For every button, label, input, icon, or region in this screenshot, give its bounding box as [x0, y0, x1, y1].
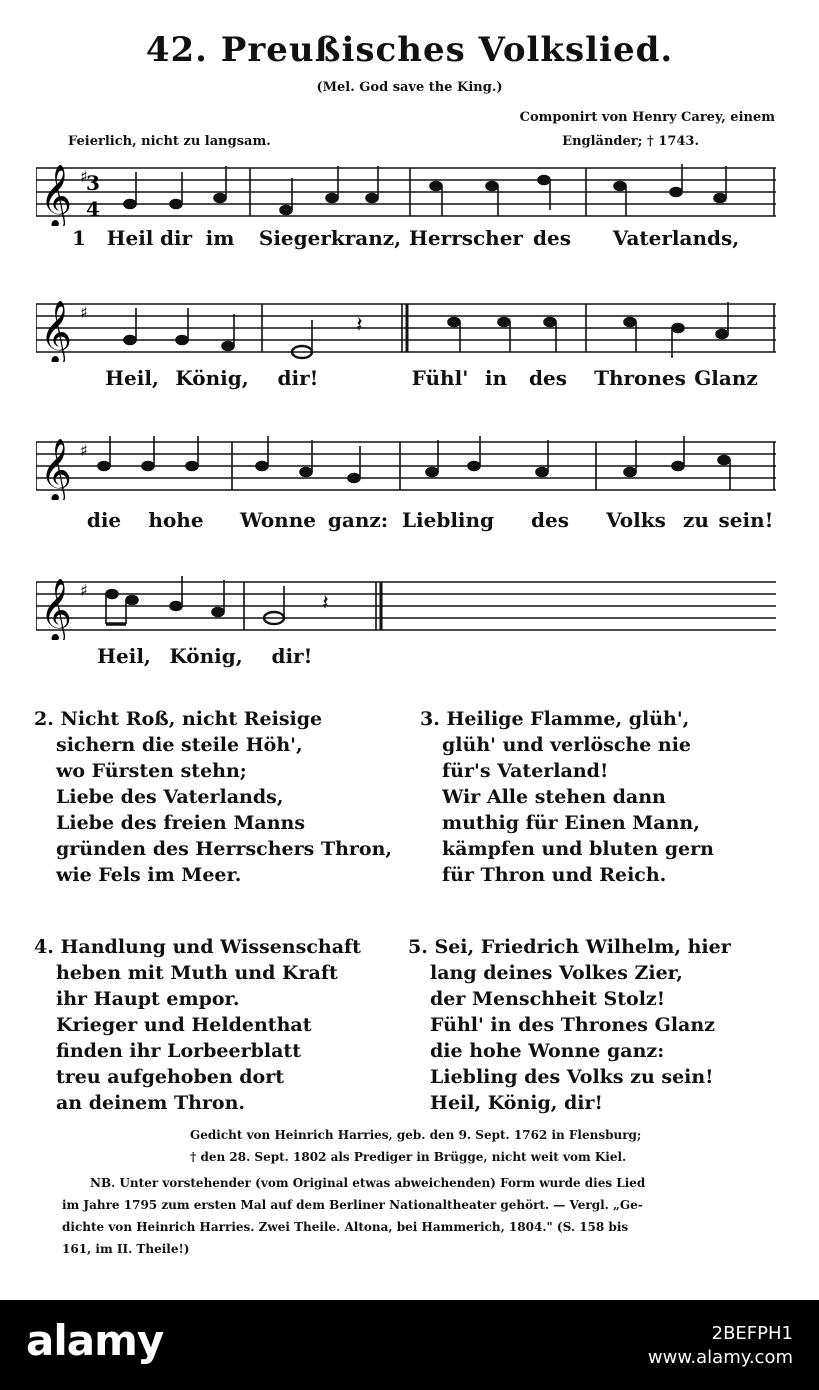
- verse-line: lang deines Volkes Zier,: [430, 962, 683, 984]
- verse-line: treu aufgehoben dort: [56, 1066, 285, 1088]
- verse-number: 3.: [420, 708, 440, 730]
- verse-line: die hohe Wonne ganz:: [430, 1040, 665, 1062]
- sharp-icon: ♯: [80, 303, 88, 322]
- image-id: 2BEFPH1: [711, 1323, 793, 1344]
- composer-line-1: Componirt von Henry Carey, einem: [519, 110, 775, 125]
- music-system-3: [36, 434, 776, 500]
- verse-line: muthig für Einen Mann,: [442, 812, 700, 834]
- lyric-word: Herrscher: [409, 226, 523, 250]
- lyric-word: Liebling: [401, 508, 495, 532]
- treble-clef-icon: 𝄞: [40, 578, 72, 640]
- verse-4: [34, 934, 361, 1116]
- quarter-rest-icon: 𝄽: [356, 313, 363, 338]
- lyric-word: des: [529, 366, 567, 390]
- treble-clef-icon: 𝄞: [40, 300, 72, 362]
- lyric-word: Heil: [106, 226, 154, 250]
- verse-number-1: 1: [72, 226, 86, 250]
- poem-credit-line-2: † den 28. Sept. 1802 als Prediger in Brügge, nicht weit vom Kiel.: [190, 1150, 627, 1164]
- verse-line: Sei, Friedrich Wilhelm, hier: [434, 936, 731, 958]
- verse-line: Handlung und Wissenschaft: [60, 936, 361, 958]
- staff-4: [36, 574, 776, 640]
- poem-credit: [190, 1124, 641, 1168]
- lyrics-row-3: [36, 508, 776, 534]
- verse-line: Liebling des Volks zu sein!: [430, 1066, 714, 1088]
- verse-line: sichern die steile Höh',: [56, 734, 303, 756]
- nb-note: [62, 1172, 645, 1260]
- time-signature-top: 3: [86, 171, 100, 195]
- time-signature-bottom: 4: [86, 197, 100, 221]
- verse-line: wo Fürsten stehn;: [56, 760, 247, 782]
- lyrics-row-2: [36, 366, 776, 392]
- lyric-word: Volks: [606, 508, 666, 532]
- verse-5: [408, 934, 731, 1116]
- lyric-word: die: [86, 508, 122, 532]
- lyrics-row-4: [36, 644, 776, 670]
- lyric-word: dir!: [271, 644, 313, 668]
- verse-line: Heilige Flamme, glüh',: [446, 708, 690, 730]
- verse-line: für's Vaterland!: [442, 760, 609, 782]
- treble-clef-icon: 𝄞: [40, 164, 72, 226]
- verse-line: gründen des Herrschers Thron,: [56, 838, 393, 860]
- lyric-word: dir!: [277, 366, 319, 390]
- music-system-1: [36, 160, 776, 226]
- nb-line-4: 161, im II. Theile!): [62, 1242, 190, 1256]
- verse-line: Liebe des freien Manns: [56, 812, 306, 834]
- lyric-word: sein!: [718, 508, 774, 532]
- lyric-word: hohe: [148, 508, 204, 532]
- nb-line-1: NB. Unter vorstehender (vom Original etwas abweichenden) Form wurde dies Lied: [90, 1176, 646, 1190]
- verse-line: finden ihr Lorbeerblatt: [56, 1040, 301, 1062]
- melody-note: (Mel. God save the King.): [316, 80, 503, 95]
- verse-line: glüh' und verlösche nie: [442, 734, 692, 756]
- verse-line: ihr Haupt empor.: [56, 988, 240, 1010]
- music-system-2: [36, 296, 776, 362]
- verse-number: 5.: [408, 936, 428, 958]
- lyric-word: Vaterlands,: [612, 226, 740, 250]
- nb-line-2: im Jahre 1795 zum ersten Mal auf dem Berliner Nationaltheater gehört. — Vergl. „Ge-: [62, 1198, 643, 1212]
- verse-line: kämpfen und bluten gern: [442, 838, 714, 860]
- lyric-word: zu: [683, 508, 709, 532]
- lyric-word: König,: [169, 644, 243, 668]
- verse-line: für Thron und Reich.: [442, 864, 667, 886]
- nb-line-3: dichte von Heinrich Harries. Zwei Theile. Altona, bei Hammerich, 1804." (S. 158 bis: [62, 1220, 629, 1234]
- lyric-word: im: [205, 226, 235, 250]
- verse-line: heben mit Muth und Kraft: [56, 962, 338, 984]
- lyric-word: Thrones: [594, 366, 686, 390]
- verse-2: [34, 706, 392, 888]
- verse-line: Liebe des Vaterlands,: [56, 786, 284, 808]
- quarter-rest-icon: 𝄽: [322, 591, 329, 616]
- staff-2: [36, 296, 776, 362]
- alamy-logo: alamy: [26, 1316, 164, 1365]
- staff-3: [36, 434, 776, 500]
- lyric-word: Heil,: [105, 366, 159, 390]
- sharp-icon: ♯: [80, 167, 88, 186]
- watermark-banner: [0, 1300, 819, 1390]
- lyric-word: dir: [159, 226, 193, 250]
- lyric-word: Glanz: [694, 366, 758, 390]
- site-url: www.alamy.com: [647, 1347, 793, 1368]
- verse-line: Fühl' in des Thrones Glanz: [430, 1014, 715, 1036]
- verse-number: 4.: [34, 936, 54, 958]
- verse-number: 2.: [34, 708, 54, 730]
- lyric-word: in: [484, 366, 508, 390]
- composer-line-2: Engländer; † 1743.: [562, 134, 699, 149]
- sharp-icon: ♯: [80, 581, 88, 600]
- lyric-word: Fühl': [411, 366, 469, 390]
- lyric-word: Wonne: [240, 508, 316, 532]
- verse-line: Wir Alle stehen dann: [442, 786, 666, 808]
- lyric-word: des: [531, 508, 569, 532]
- lyrics-row-1: [36, 226, 776, 252]
- tempo-marking: Feierlich, nicht zu langsam.: [68, 134, 271, 149]
- verse-line: Nicht Roß, nicht Reisige: [60, 708, 323, 730]
- music-system-4: [36, 574, 776, 640]
- lyric-word: Heil,: [97, 644, 151, 668]
- verse-line: an deinem Thron.: [56, 1092, 246, 1114]
- verse-line: der Menschheit Stolz!: [430, 988, 666, 1010]
- song-title: 42. Preußisches Volkslied.: [145, 30, 674, 70]
- verse-line: wie Fels im Meer.: [56, 864, 242, 886]
- sharp-icon: ♯: [80, 441, 88, 460]
- poem-credit-line-1: Gedicht von Heinrich Harries, geb. den 9. Sept. 1762 in Flensburg;: [190, 1128, 642, 1142]
- lyric-word: Siegerkranz,: [258, 226, 402, 250]
- verse-line: Krieger und Heldenthat: [56, 1014, 312, 1036]
- verse-3: [420, 706, 714, 888]
- treble-clef-icon: 𝄞: [40, 438, 72, 500]
- lyric-word: ganz:: [327, 508, 389, 532]
- verse-line: Heil, König, dir!: [430, 1092, 603, 1114]
- lyric-word: des: [533, 226, 571, 250]
- staff-1: [36, 160, 776, 226]
- lyric-word: König,: [175, 366, 249, 390]
- image-id-block: [648, 1322, 793, 1370]
